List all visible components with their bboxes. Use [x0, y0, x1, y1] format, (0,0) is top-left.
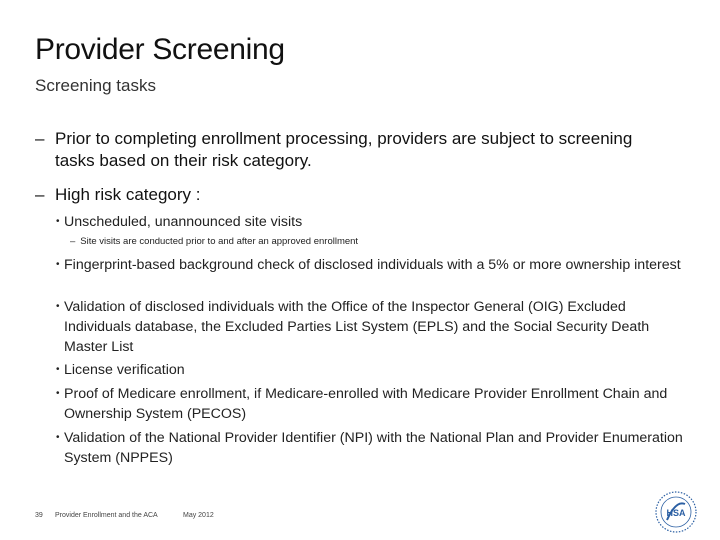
bullet-dot: • — [56, 364, 60, 375]
footer-presentation-title: Provider Enrollment and the ACA — [55, 512, 158, 519]
bullet-text: Prior to completing enrollment processing, providers are subject to screening tasks based on their risk category. — [55, 129, 633, 170]
slide-title: Provider Screening — [35, 33, 285, 66]
bullet-text: Unscheduled, unannounced site visits — [64, 214, 303, 230]
sub-bullet-site-visits — [56, 212, 696, 232]
bullet-prior-enrollment — [35, 128, 675, 172]
sub-bullet-license — [56, 360, 696, 380]
bullet-text: License verification — [64, 362, 185, 378]
dash-marker: – — [35, 129, 45, 148]
bullet-dot: • — [56, 388, 60, 399]
slide-subtitle: Screening tasks — [35, 76, 156, 95]
bullet-dot: • — [56, 432, 60, 443]
footer-page-number: 39 — [35, 512, 43, 519]
hhs-logo-graphic — [654, 490, 698, 534]
bullet-text: Site visits are conducted prior to and after an approved enrollment — [80, 236, 359, 247]
sub-bullet-oig-validation — [56, 297, 696, 357]
bullet-text: Validation of the National Provider Identifier (NPI) with the National Plan and Provider Enumeration System (NPPES) — [64, 430, 683, 466]
sub-bullet-fingerprint — [56, 255, 696, 275]
dash-marker: – — [35, 185, 45, 204]
sub-bullet-medicare-proof — [56, 384, 696, 424]
bullet-text: Fingerprint-based background check of disclosed individuals with a 5% or more ownership interest — [64, 257, 681, 273]
sub-sub-bullet-site-visit-timing — [70, 236, 358, 247]
bullet-dot: • — [56, 216, 60, 227]
dash-marker: – — [70, 236, 76, 247]
hhs-logo — [654, 490, 698, 534]
bullet-dot: • — [56, 259, 60, 270]
sub-bullet-npi-validation — [56, 428, 696, 468]
bullet-text: High risk category : — [55, 185, 201, 204]
bullet-text: Validation of disclosed individuals with the Office of the Inspector General (OIG) Excluded Individuals database, the Excluded Parties List System (EPLS) and the Social Security Death Master List — [64, 299, 650, 355]
bullet-text: Proof of Medicare enrollment, if Medicare-enrolled with Medicare Provider Enrollment Chain and Ownership System (PECOS) — [64, 386, 668, 422]
svg-text:HSA: HSA — [666, 508, 686, 518]
footer-date: May 2012 — [183, 512, 214, 519]
bullet-dot: • — [56, 301, 60, 312]
bullet-high-risk — [35, 184, 201, 206]
